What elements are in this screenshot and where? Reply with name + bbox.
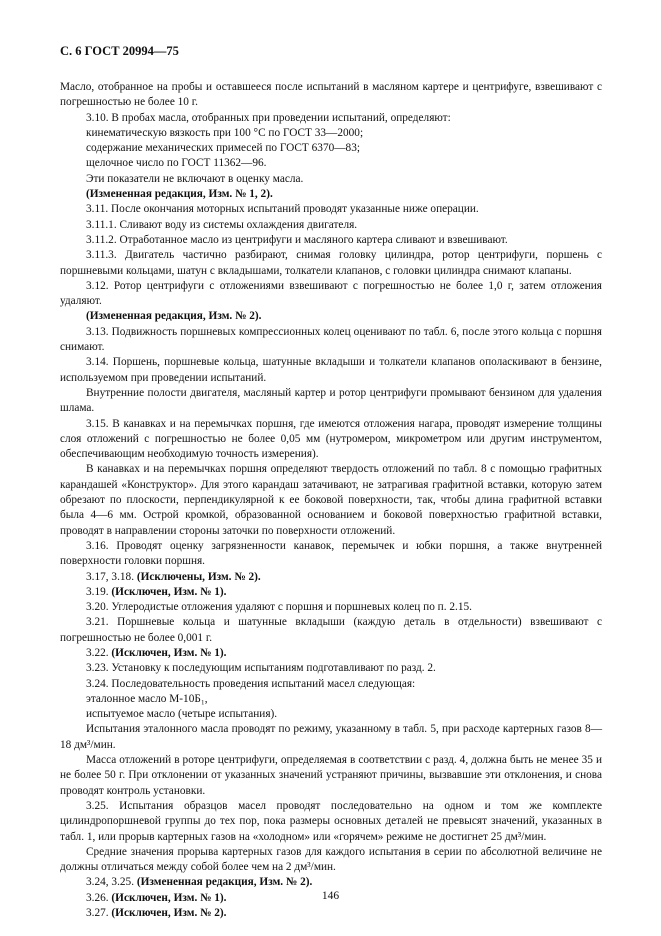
paragraph: 3.15. В канавках и на перемычках поршня, где имеются отложения нагара, проводят измерение толщины слоя отложений с погрешностью не более 0,05 мм (нутромером, микрометром или другим инструментом, обеспечивающим необходимую точность измерения). bbox=[60, 417, 602, 461]
paragraph: 3.11.3. Двигатель частично разбирают, снимая головку цилиндра, ротор центрифуги, поршень с поршневыми кольцами, шатун с вкладышами, толкатели клапанов, с головки цилиндра снимают клапаны. bbox=[60, 249, 602, 277]
paragraph: 3.11. После окончания моторных испытаний проводят указанные ниже операции. bbox=[86, 203, 479, 216]
paragraph: 3.24, 3.25. (Измененная редакция, Изм. № 2). bbox=[86, 876, 313, 889]
paragraph: 3.10. В пробах масла, отобранных при проведении испытаний, определяют: bbox=[86, 111, 451, 124]
paragraph: (Измененная редакция, Изм. № 2). bbox=[86, 310, 262, 323]
paragraph: Испытания эталонного масла проводят по режиму, указанному в табл. 5, при расходе картерных газов 8—18 дм³/мин. bbox=[60, 723, 602, 751]
paragraph: 3.27. (Исключен, Изм. № 2). bbox=[86, 907, 227, 920]
paragraph: 3.20. Углеродистые отложения удаляют с поршня и поршневых колец по п. 2.15. bbox=[86, 601, 472, 614]
paragraph: содержание механических примесей по ГОСТ 6370—83; bbox=[86, 142, 360, 155]
paragraph: Масло, отобранное на пробы и оставшееся после испытаний в масляном картере и центрифуге, взвешивают с погрешностью не более 10 г. bbox=[60, 81, 602, 109]
paragraph: 3.16. Проводят оценку загрязненности канавок, перемычек и юбки поршня, а также внутренней поверхности головки поршня. bbox=[60, 539, 602, 568]
paragraph: 3.21. Поршневые кольца и шатунные вкладыши (каждую деталь в отдельности) взвешивают с погрешностью не более 0,001 г. bbox=[60, 616, 602, 644]
paragraph: 3.17, 3.18. (Исключены, Изм. № 2). bbox=[86, 570, 261, 583]
paragraph: эталонное масло М-10Б₁, bbox=[86, 692, 208, 705]
paragraph: испытуемое масло (четыре испытания). bbox=[86, 708, 278, 721]
paragraph: 3.14. Поршень, поршневые кольца, шатунные вкладыши и толкатели клапанов ополаскивают в бензине, используемом при проведении испытаний. bbox=[60, 356, 602, 384]
paragraph: Внутренние полости двигателя, масляный картер и ротор центрифуги промывают бензином для удаления шлама. bbox=[60, 386, 602, 415]
paragraph: щелочное число по ГОСТ 11362—96. bbox=[86, 157, 267, 170]
paragraph: 3.22. (Исключен, Изм. № 1). bbox=[86, 646, 227, 659]
paragraph: Эти показатели не включают в оценку масла. bbox=[86, 172, 304, 185]
paragraph: 3.25. Испытания образцов масел проводят последовательно на одном и том же комплекте цилиндропоршневой группы до тех пор, пока размеры основных деталей не превысят значений, указанных в табл. 1, или прорыв картерных газов на «холодном» или «горячем» режиме не достигнет 25 дм³/мин. bbox=[60, 799, 602, 843]
paragraph: 3.19. (Исключен, Изм. № 1). bbox=[86, 585, 227, 598]
page-number: 146 bbox=[321, 890, 340, 902]
paragraph: В канавках и на перемычках поршня определяют твердость отложений по табл. 8 с помощью графитных карандашей «Конструктор». Для этого карандаш затачивают, не затрагивая графитной вставки, которую затем обрезают по плоскости, перпендикулярной к ее боковой поверхности, так, чтобы длина графитной вставки была 4—6 мм. Острой кромкой, образованной основанием и боковой поверхностью графитной вставки, проводят в направлении стороны заточки по поверхности отложений. bbox=[60, 463, 602, 537]
paragraph: 3.26. (Исключен, Изм. № 1). bbox=[86, 891, 227, 904]
paragraph: 3.24. Последовательность проведения испытаний масел следующая: bbox=[86, 677, 416, 690]
paragraph: 3.12. Ротор центрифуги с отложениями взвешивают с погрешностью не более 1,0 г, затем отложения удаляют. bbox=[60, 279, 602, 308]
paragraph: 3.11.1. Сливают воду из системы охлаждения двигателя. bbox=[86, 218, 358, 231]
paragraph: Масса отложений в роторе центрифуги, определяемая в соответствии с разд. 4, должна быть не менее 35 и не более 50 г. При отклонении от указанных значений устраняют причины, вызвавшие эти отклонения, и снова проводят контроль установки. bbox=[60, 754, 602, 797]
paragraph: 3.13. Подвижность поршневых компрессионных колец оценивают по табл. 6, после этого кольца с поршня снимают. bbox=[60, 325, 602, 354]
paragraph: 3.11.2. Отработанное масло из центрифуги и масляного картера сливают и взвешивают. bbox=[86, 233, 508, 246]
paragraph: Средние значения прорыва картерных газов для каждого испытания в серии по абсолютной величине не должны отличаться между собой более чем на 2 дм³/мин. bbox=[60, 845, 602, 874]
paragraph: кинематическую вязкость при 100 °С по ГОСТ 33—2000; bbox=[86, 126, 364, 139]
page-header: С. 6 ГОСТ 20994—75 bbox=[60, 44, 179, 58]
paragraph: (Измененная редакция, Изм. № 1, 2). bbox=[86, 188, 273, 201]
document-body bbox=[60, 80, 602, 921]
paragraph: 3.23. Установку к последующим испытаниям подготавливают по разд. 2. bbox=[86, 662, 436, 675]
